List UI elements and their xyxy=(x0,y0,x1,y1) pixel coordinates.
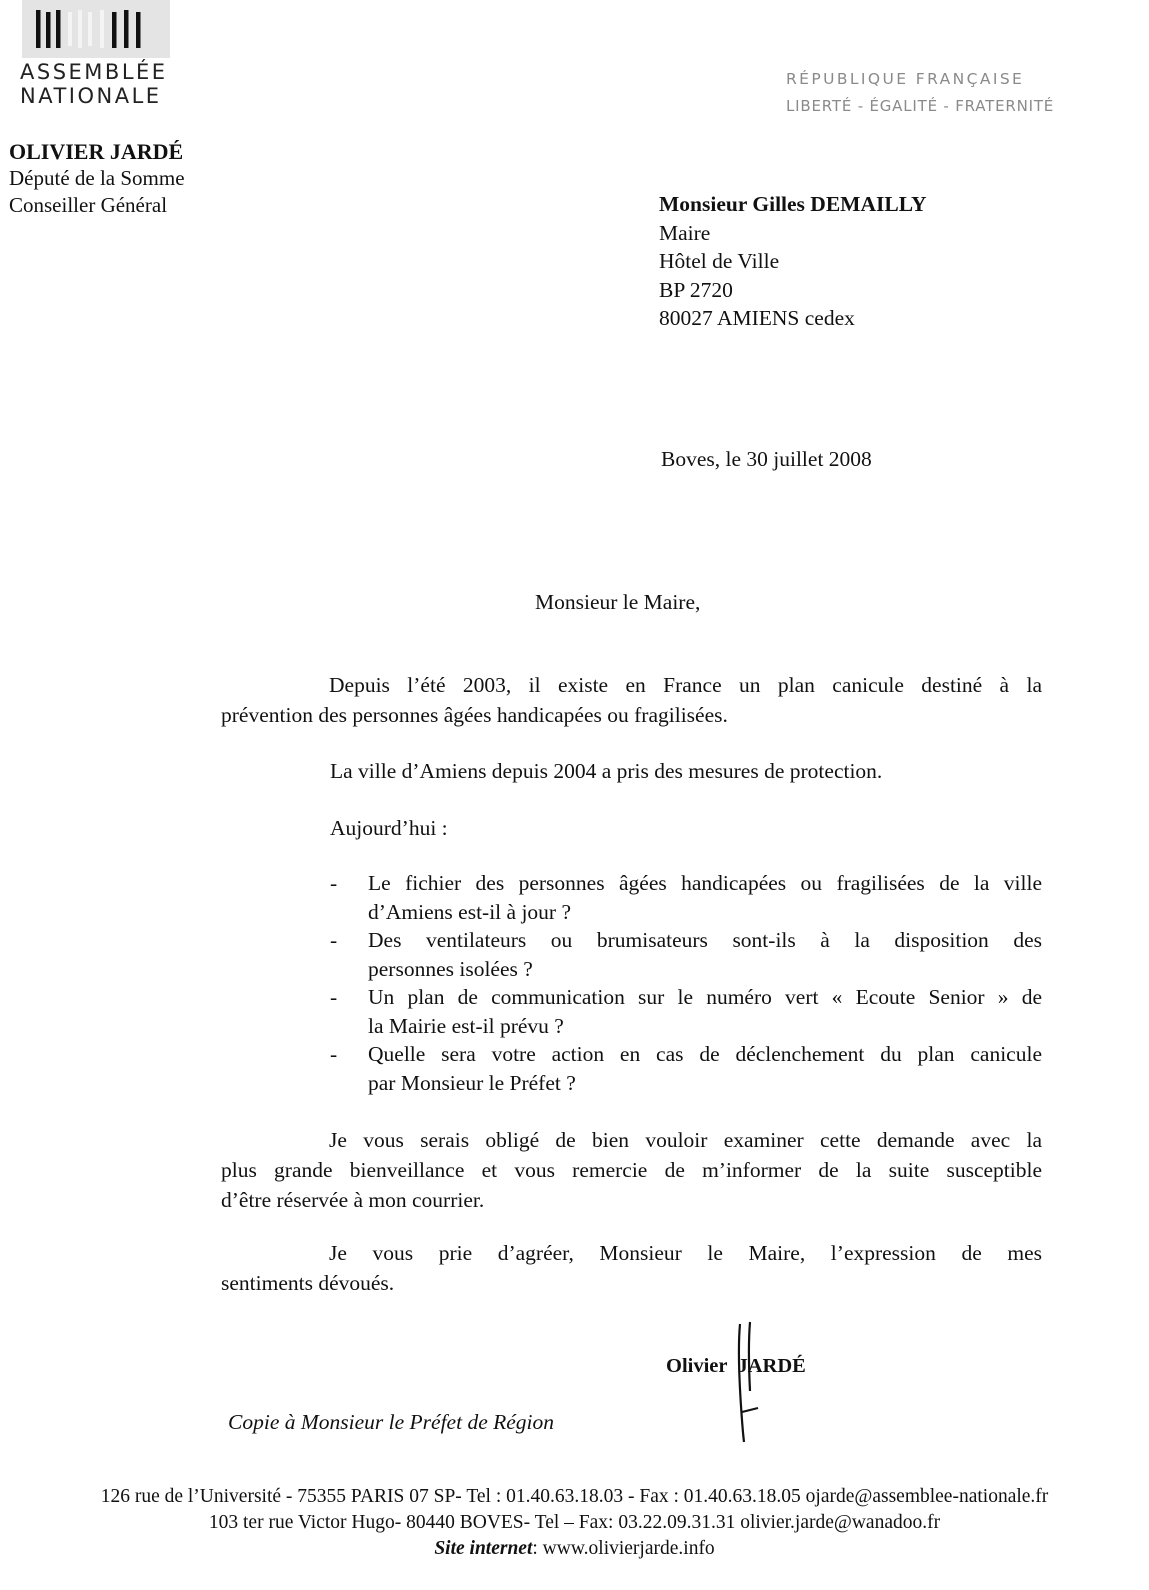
recipient-address1: Hôtel de Ville xyxy=(659,249,780,273)
signature-first-name: Olivier xyxy=(666,1355,728,1377)
bullet-3-line2: la Mairie est-il prévu ? xyxy=(368,1013,564,1038)
bullet-4-line2: par Monsieur le Préfet ? xyxy=(368,1070,576,1095)
recipient-role: Maire xyxy=(659,220,711,245)
bullet-1-line1: Le fichier des personnes âgées handicapées ou fragilisées de la ville xyxy=(368,871,1042,895)
salutation: Monsieur le Maire, xyxy=(535,590,701,614)
paragraph-3: Aujourd’hui : xyxy=(330,816,448,840)
paragraph-1-line2: prévention des personnes âgées handicapées ou fragilisées. xyxy=(221,703,728,727)
footer-line1: 126 rue de l’Université - 75355 PARIS 07 SP- Tel : 01.40.63.18.03 - Fax : 01.40.63.18.05 ojarde@assemblee-nationale.fr xyxy=(100,1486,1049,1507)
recipient-address2: BP 2720 xyxy=(659,277,733,302)
paragraph-4 xyxy=(221,1125,1042,1215)
bullet-3-line1: Un plan de communication sur le numéro vert « Ecoute Senior » de xyxy=(368,985,1042,1009)
recipient-block xyxy=(659,190,927,333)
question-list xyxy=(330,869,1042,1097)
institution-line2: NATIONALE xyxy=(20,84,162,108)
paragraph-5-line1: Je vous prie d’agréer, Monsieur le Maire, l’expression de mes xyxy=(329,1241,1042,1265)
sender-title2: Conseiller Général xyxy=(9,193,168,217)
footer-line2: 103 ter rue Victor Hugo- 80440 BOVES- Tel – Fax: 03.22.09.31.31 olivier.jarde@wanadoo.fr xyxy=(208,1512,941,1533)
bullet-2-line1: Des ventilateurs ou brumisateurs sont-ils à la disposition des xyxy=(368,928,1042,952)
bullet-2-line2: personnes isolées ? xyxy=(368,956,533,981)
handwritten-signature xyxy=(728,1316,788,1446)
footer-site-url[interactable]: : www.olivierjarde.info xyxy=(532,1538,715,1559)
paragraph-4-line1: Je vous serais obligé de bien vouloir examiner cette demande avec la xyxy=(329,1128,1042,1152)
list-item xyxy=(330,926,1042,983)
recipient-address3: 80027 AMIENS cedex xyxy=(659,306,855,330)
list-item xyxy=(330,1040,1042,1097)
sender-block xyxy=(9,138,185,219)
assemblee-nationale-logo xyxy=(22,0,170,58)
bullet-1-line2: d’Amiens est-il à jour ? xyxy=(368,899,572,924)
bullet-dash: - xyxy=(330,928,338,952)
paragraph-5 xyxy=(221,1238,1042,1298)
bullet-4-line1: Quelle sera votre action en cas de déclenchement du plan canicule xyxy=(368,1042,1042,1066)
bullet-dash: - xyxy=(330,985,338,1009)
footer-website xyxy=(0,1536,1149,1562)
footer-site-label: Site internet xyxy=(434,1538,533,1559)
paragraph-2: La ville d’Amiens depuis 2004 a pris des mesures de protection. xyxy=(330,759,883,783)
list-item xyxy=(330,869,1042,926)
paragraph-1-line1: Depuis l’été 2003, il existe en France un plan canicule destiné à la xyxy=(329,673,1042,697)
paragraph-4-line3: d’être réservée à mon courrier. xyxy=(221,1188,485,1212)
republic-motto: LIBERTÉ - ÉGALITÉ - FRATERNITÉ xyxy=(786,97,1055,115)
paragraph-5-line2: sentiments dévoués. xyxy=(221,1271,395,1295)
republic-header xyxy=(786,66,1086,120)
list-item xyxy=(330,983,1042,1040)
bullet-dash: - xyxy=(330,1042,338,1066)
signature-last-name: JARDÉ xyxy=(737,1355,806,1377)
sender-title1: Député de la Somme xyxy=(9,166,185,190)
paragraph-1 xyxy=(221,670,1042,730)
sender-name: OLIVIER JARDÉ xyxy=(9,139,184,164)
republic-line1: RÉPUBLIQUE FRANÇAISE xyxy=(786,70,1025,88)
recipient-name: Monsieur Gilles DEMAILLY xyxy=(659,192,927,216)
paragraph-4-line2: plus grande bienveillance et vous remercie de m’informer de la suite susceptible xyxy=(221,1158,1042,1182)
institution-name xyxy=(20,60,180,108)
institution-line1: ASSEMBLÉE xyxy=(20,60,168,84)
letter-date: Boves, le 30 juillet 2008 xyxy=(661,447,872,471)
copy-notice: Copie à Monsieur le Préfet de Région xyxy=(228,1410,555,1434)
signature-name xyxy=(666,1355,806,1378)
bullet-dash: - xyxy=(330,871,338,895)
